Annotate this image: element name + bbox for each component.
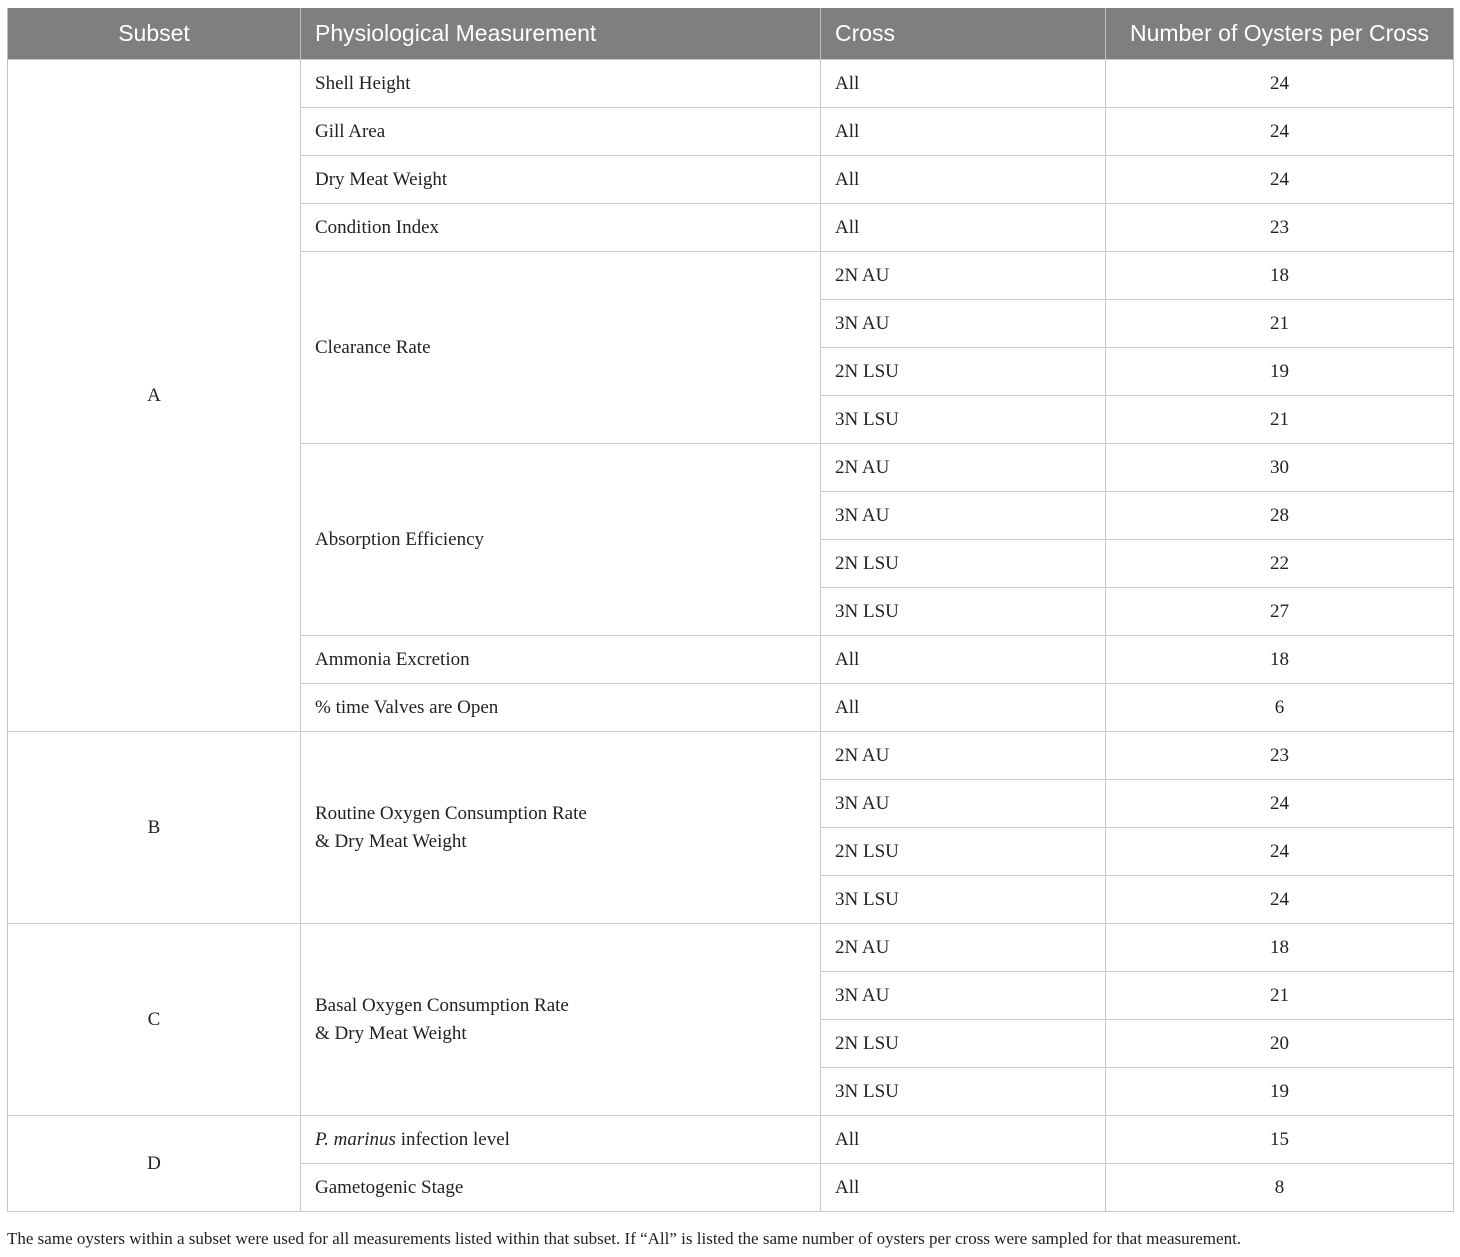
- subset-cell-b: B: [8, 732, 301, 924]
- header-physiological-measurement: Physiological Measurement: [301, 8, 821, 60]
- header-row: [8, 8, 1454, 60]
- table-row: [8, 924, 1454, 972]
- table-footnote: The same oysters within a subset were used for all measurements listed within that subset. If “All” is listed the same number of oysters per cross were sampled for that measurement.: [7, 1229, 1242, 1248]
- cross-cell: 3N AU: [821, 492, 1106, 540]
- cross-cell: All: [821, 156, 1106, 204]
- subset-cell-a: A: [8, 60, 301, 732]
- cross-cell: 2N AU: [821, 732, 1106, 780]
- cross-cell: 3N AU: [821, 300, 1106, 348]
- measurement-cell: % time Valves are Open: [301, 684, 821, 732]
- measurement-cell: Shell Height: [301, 60, 821, 108]
- cross-cell: 2N LSU: [821, 1020, 1106, 1068]
- cross-cell: 3N LSU: [821, 588, 1106, 636]
- count-cell: 24: [1106, 156, 1454, 204]
- count-cell: 21: [1106, 972, 1454, 1020]
- subset-cell-c: C: [8, 924, 301, 1116]
- measurement-cell: [301, 924, 821, 1116]
- cross-cell: 2N AU: [821, 252, 1106, 300]
- cross-cell: All: [821, 1116, 1106, 1164]
- count-cell: 8: [1106, 1164, 1454, 1212]
- cross-cell: 2N LSU: [821, 540, 1106, 588]
- cross-cell: 2N LSU: [821, 348, 1106, 396]
- measurement-cell: [301, 1116, 821, 1164]
- measurement-cell: Ammonia Excretion: [301, 636, 821, 684]
- measurement-cell: Clearance Rate: [301, 252, 821, 444]
- subset-cell-d: D: [8, 1116, 301, 1212]
- count-cell: 30: [1106, 444, 1454, 492]
- count-cell: 18: [1106, 924, 1454, 972]
- cross-cell: All: [821, 636, 1106, 684]
- measurement-line: & Dry Meat Weight: [315, 1022, 467, 1044]
- oyster-measurement-table: [7, 8, 1454, 1212]
- count-cell: 21: [1106, 396, 1454, 444]
- count-cell: 23: [1106, 204, 1454, 252]
- cross-cell: 2N LSU: [821, 828, 1106, 876]
- header-subset: Subset: [8, 8, 301, 60]
- measurement-cell: Dry Meat Weight: [301, 156, 821, 204]
- cross-cell: All: [821, 60, 1106, 108]
- count-cell: 24: [1106, 876, 1454, 924]
- measurement-line: & Dry Meat Weight: [315, 830, 467, 852]
- count-cell: 24: [1106, 828, 1454, 876]
- table-header: [8, 8, 1454, 60]
- measurement-cell: [301, 732, 821, 924]
- cross-cell: All: [821, 108, 1106, 156]
- measurement-text: infection level: [395, 1128, 510, 1150]
- header-cross: Cross: [821, 8, 1106, 60]
- cross-cell: 3N AU: [821, 780, 1106, 828]
- count-cell: 19: [1106, 348, 1454, 396]
- count-cell: 22: [1106, 540, 1454, 588]
- cross-cell: 2N AU: [821, 924, 1106, 972]
- measurement-cell: Absorption Efficiency: [301, 444, 821, 636]
- count-cell: 21: [1106, 300, 1454, 348]
- count-cell: 18: [1106, 636, 1454, 684]
- count-cell: 15: [1106, 1116, 1454, 1164]
- count-cell: 28: [1106, 492, 1454, 540]
- cross-cell: 3N AU: [821, 972, 1106, 1020]
- count-cell: 27: [1106, 588, 1454, 636]
- count-cell: 20: [1106, 1020, 1454, 1068]
- count-cell: 24: [1106, 108, 1454, 156]
- count-cell: 19: [1106, 1068, 1454, 1116]
- cross-cell: All: [821, 1164, 1106, 1212]
- cross-cell: 2N AU: [821, 444, 1106, 492]
- measurement-cell: Gametogenic Stage: [301, 1164, 821, 1212]
- header-number-of-oysters: Number of Oysters per Cross: [1106, 8, 1454, 60]
- species-name: P. marinus: [315, 1128, 396, 1150]
- cross-cell: All: [821, 204, 1106, 252]
- count-cell: 24: [1106, 60, 1454, 108]
- table-row: [8, 60, 1454, 108]
- count-cell: 18: [1106, 252, 1454, 300]
- measurement-line: Basal Oxygen Consumption Rate: [315, 994, 569, 1016]
- cross-cell: 3N LSU: [821, 1068, 1106, 1116]
- count-cell: 23: [1106, 732, 1454, 780]
- count-cell: 6: [1106, 684, 1454, 732]
- table-body: [8, 60, 1454, 1212]
- measurement-cell: Gill Area: [301, 108, 821, 156]
- cross-cell: All: [821, 684, 1106, 732]
- cross-cell: 3N LSU: [821, 396, 1106, 444]
- measurement-line: Routine Oxygen Consumption Rate: [315, 802, 587, 824]
- cross-cell: 3N LSU: [821, 876, 1106, 924]
- measurement-cell: Condition Index: [301, 204, 821, 252]
- count-cell: 24: [1106, 780, 1454, 828]
- table-row: [8, 732, 1454, 780]
- table-row: [8, 1116, 1454, 1164]
